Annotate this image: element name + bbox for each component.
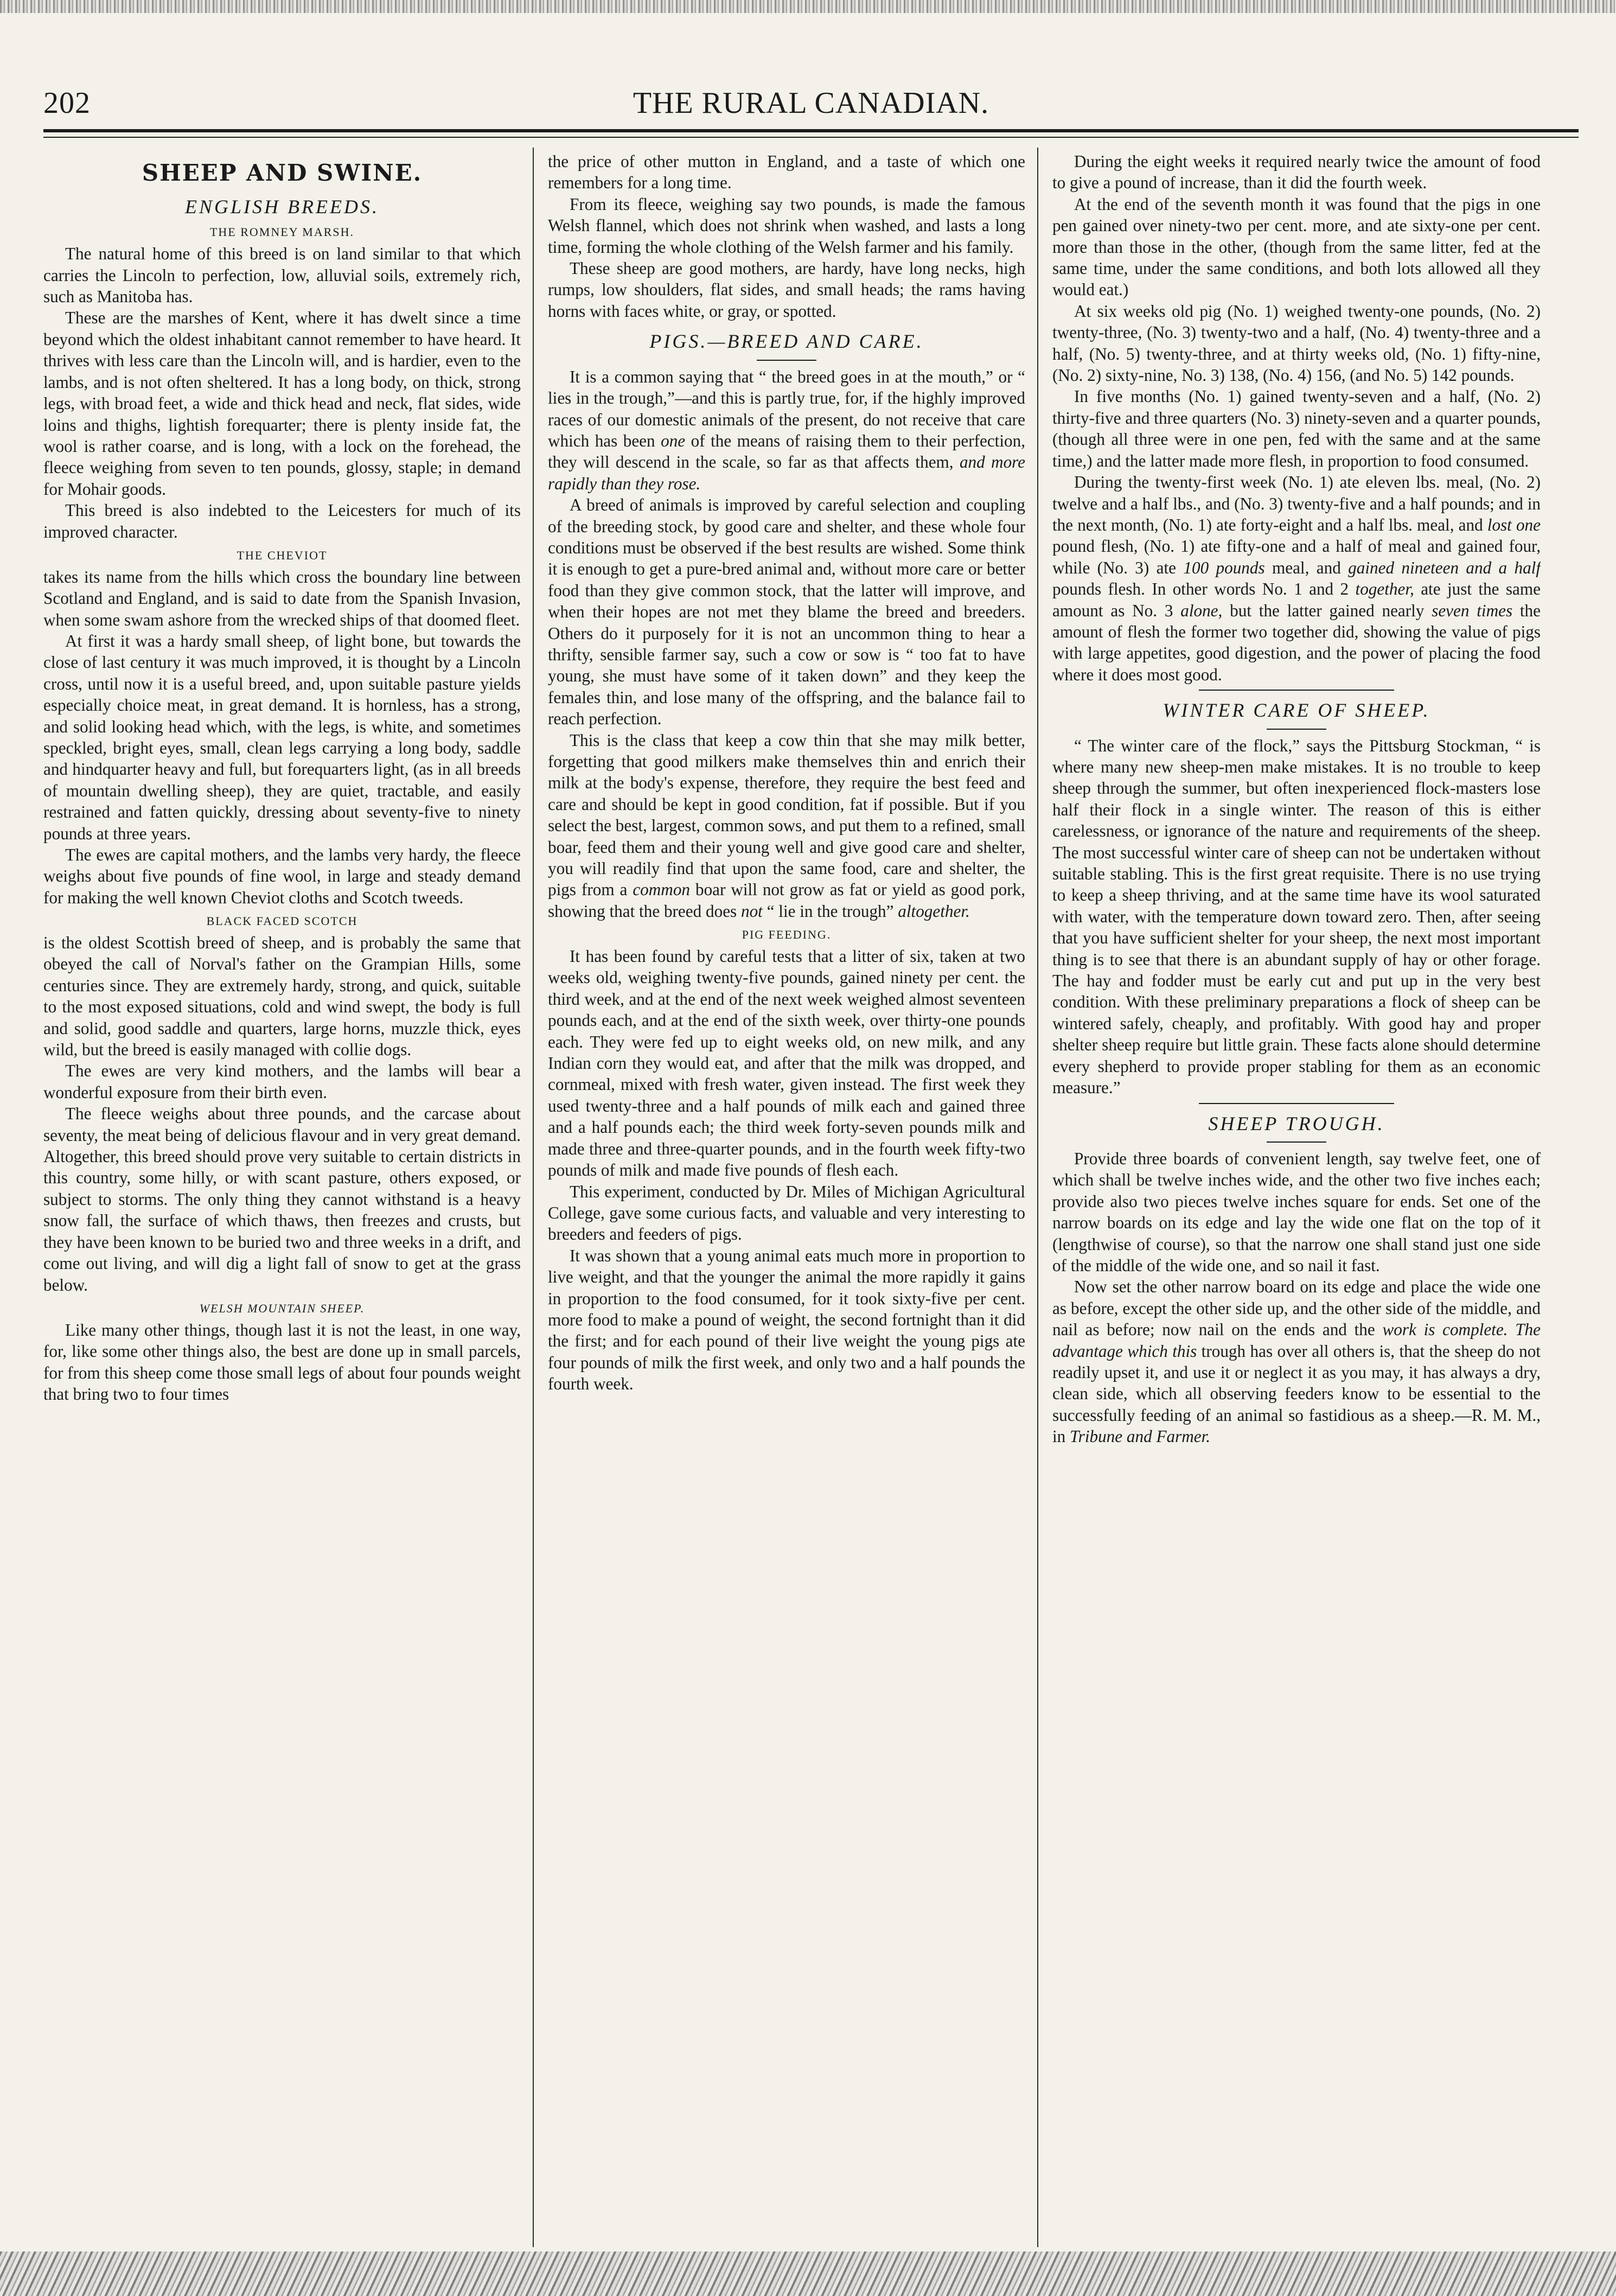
article-rule — [1199, 690, 1394, 691]
scan-edge-bottom — [0, 2252, 1616, 2296]
column-divider — [533, 148, 534, 2247]
title-rule — [1267, 1141, 1326, 1143]
masthead: THE RURAL CANADIAN. — [633, 86, 989, 120]
paragraph: At six weeks old pig (No. 1) weighed twenty-one pounds, (No. 2) twenty-three, (No. 3) twenty-two and a half, (No. 4) twenty-three and a half, (No. 5) twenty-three, and at thirty weeks old, (No. 1) fifty-nine, (No. 2) sixty-nine, No. 3) 138, (No. 4) 156, (and No. 5) 142 pounds. — [1052, 301, 1541, 385]
paragraph: From its fleece, weighing say two pounds, is made the famous Welsh flannel, which does not shrink when washed, and lasts a long time, forming the whole clothing of the Welsh farmer and his family. — [548, 194, 1025, 257]
subheading-cheviot: THE CHEVIOT — [237, 548, 328, 562]
paragraph: This breed is also indebted to the Leicesters for much of its improved character. — [43, 501, 521, 541]
header-rule-thick — [43, 129, 1579, 132]
subheading-welsh: WELSH MOUNTAIN SHEEP. — [199, 1301, 365, 1315]
paragraph: These are the marshes of Kent, where it has dwelt since a time beyond which the oldest inhabitant cannot remember to have heard. It thrives with less care than the Lincoln will, and is hardier, even to the lambs, and is not often sheltered. It has a long body, on thick, strong legs, with broad feet, a wide and thick head and neck, flat sides, wide loins and thighs, lightish forequarter; there is plenty inside fat, the wool is rather coarse, and is long, with a lock on the forehead, the fleece weighing from seven to ten pounds, glossy, staple; in demand for Mohair goods. — [43, 308, 521, 499]
paragraph: is the oldest Scottish breed of sheep, and is probably the same that obeyed the call of Norval's father on the Grampian Hills, some centuries since. They are extremely hardy, strong, and quick, suitable to the most exposed situations, cold and wind swept, the body is full and solid, good saddle and quarters, large horns, muzzle thick, eyes wild, but the breed is easily managed with collie dogs. — [43, 933, 521, 1060]
column-3 — [1052, 151, 1541, 2245]
column-1 — [43, 151, 521, 2245]
paragraph: “ The winter care of the flock,” says the Pittsburg Stockman, “ is where many new sheep-men make mistakes. It is no trouble to keep sheep through the summer, but often inexperienced flock-masters lose half their flock in a single winter. The reason of this is either carelessness, or ignorance of the nature and requirements of the sheep. The most successful winter care of sheep can not be undertaken without suitable stabling. This is the first great requisite. There is no use trying to keep a sheep thriving, and at the same time have its wool saturated with water, with the temperature down toward zero. Then, after seeing that you have sufficient shelter for your sheep, the next most important thing is to see that there is an abundant supply of hay or other forage. The hay and fodder must be early cut and put up in the very best condition. With these preliminary preparations a flock of sheep can be wintered safely, cheaply, and profitably. With good hay and proper shelter sheep require but little grain. These facts alone should determine every shepherd to provide proper stabling for them as an economic measure.” — [1052, 736, 1541, 1098]
article-title: WINTER CARE OF SHEEP. — [1163, 699, 1430, 722]
column-2 — [548, 151, 1025, 2245]
paragraph: The ewes are capital mothers, and the lambs very hardy, the fleece weighs about five pounds of fine wool, in large and steady demand for making the well known Cheviot cloths and Scotch tweeds. — [43, 845, 521, 907]
paragraph: Like many other things, though last it is not the least, in one way, for, like some other things also, the best are done up in small parcels, for from this sheep come those small legs of about four pounds weight that bring two to four times — [43, 1320, 521, 1404]
page-number: 202 — [43, 86, 91, 120]
paragraph: takes its name from the hills which cross the boundary line between Scotland and England, and is said to date from the Spanish Invasion, when some swam ashore from the wrecked ships of that doomed fleet. — [43, 567, 521, 629]
article-title: SHEEP TROUGH. — [1208, 1112, 1385, 1134]
scan-edge-top — [0, 0, 1616, 13]
paragraph: Now set the other narrow board on its edge and place the wide one as before, except the other side up, and the other side of the middle, and nail as before; now nail on the ends and the work is complete. The advantage which this trough has over all others is, that the sheep do not readily upset it, and use it or neglect it as you may, it has always a dry, clean side, which all observing feeders know to be essential to the successfully feeding of an animal so fastidious as a sheep.—R. M. M., in Tribune and Farmer. — [1052, 1277, 1541, 1446]
subheading-romney: THE ROMNEY MARSH. — [209, 225, 355, 239]
paragraph: A breed of animals is improved by careful selection and coupling of the breeding stock, by good care and shelter, and these whole four conditions must be observed if the best results are wished. Some think it is enough to get a pure-bred animal and, without more care or better food than they give common stock, that the latter will improve, and when their hopes are not met they blame the breed and breeders. Others do it purposely for it is not an uncommon thing to hear a thrifty, sensible farmer say, such a cow or sow is “ too fat to have young, she must have some of it taken down” and they keep the females thin, and lose many of the offspring, and the balance fail to reach perfection. — [548, 495, 1025, 729]
section-heading: SHEEP AND SWINE. — [142, 160, 423, 186]
paragraph: During the twenty-first week (No. 1) ate eleven lbs. meal, (No. 2) twelve and a half lbs., and (No. 3) twenty-five and a half pounds; and in the next month, (No. 1) ate forty-eight and a half lbs. meal, and lost one pound flesh, (No. 1) ate fifty-one and a half of meal and gained four, while (No. 3) ate 100 pounds meal, and gained nineteen and a half pounds flesh. In other words No. 1 and 2 together, ate just the same amount as No. 3 alone, but the latter gained nearly seven times the amount of flesh the former two together did, showing the value of pigs with large appetites, good digestion, and the power of placing the food where it does most good. — [1052, 473, 1541, 684]
paragraph: It has been found by careful tests that a litter of six, taken at two weeks old, weighing twenty-five pounds, gained ninety per cent. the third week, and at the end of the next week weighed almost seventeen pounds each, and at the end of the sixth week, over thirty-one pounds each. They were fed up to eight weeks old, on new milk, and any Indian corn they would eat, and after that the milk was dropped, and cornmeal, mixed with fresh water, given instead. The first week they used twenty-three and a half pounds of milk each and gained three and a half pounds each; the third week forty-seven pounds milk and made three and three-quarter pounds, and in the fourth week fifty-two pounds of milk and made five pounds of flesh each. — [548, 947, 1025, 1180]
column-divider — [1037, 148, 1038, 2247]
paragraph: In five months (No. 1) gained twenty-seven and a half, (No. 2) thirty-five and three quarters (No. 3) ninety-seven and a quarter pounds, (though all three were in one pen, fed with the same and at the same time,) and the latter made more flesh, in proportion to food consumed. — [1052, 387, 1541, 470]
paragraph: At first it was a hardy small sheep, of light bone, but towards the close of last century it was much improved, it is thought by a Lincoln cross, until now it is a useful breed, and, upon suitable pasture yields especially choice meat, in great demand. It is hornless, has a strong, and solid looking head which, with the legs, is white, and sometimes speckled, bright eyes, small, clean legs carrying a long body, saddle and hindquarter heavy and full, but forequarters light, (as in all breeds of mountain dwelling sheep), they are quiet, tractable, and easily restrained and fatten quickly, dressing about seventy-five to ninety pounds at three years. — [43, 631, 521, 843]
paragraph: It was shown that a young animal eats much more in proportion to live weight, and that the younger the animal the more rapidly it gains in proportion to the food consumed, for it took sixty-five per cent. more food to make a pound of weight, the second fortnight than it did the first; and for each pound of their live weight the young pigs ate four pounds of milk the first week, and only two and a half pounds the fourth week. — [548, 1246, 1025, 1394]
paragraph: These sheep are good mothers, are hardy, have long necks, high rumps, low shoulders, flat sides, and small heads; the rams having horns with faces white, or gray, or spotted. — [548, 259, 1025, 321]
title-rule — [757, 360, 816, 361]
paragraph: This experiment, conducted by Dr. Miles of Michigan Agricultural College, gave some curious facts, and valuable and very interesting to breeders and feeders of pigs. — [548, 1182, 1025, 1244]
title-rule — [1267, 729, 1326, 730]
article-rule — [1199, 1103, 1394, 1104]
article-title: ENGLISH BREEDS. — [185, 196, 379, 218]
paragraph: The natural home of this breed is on land similar to that which carries the Lincoln to perfection, low, alluvial soils, extremely rich, such as Manitoba has. — [43, 244, 521, 307]
paragraph: the price of other mutton in England, and a taste of which one remembers for a long time. — [548, 152, 1025, 193]
paragraph: It is a common saying that “ the breed goes in at the mouth,” or “ lies in the trough,”—and this is partly true, for, if the highly improved races of our domestic animals of the present, do not receive that care which has been one of the means of raising them to their perfection, they will descend in the scale, so far as that affects them, and more rapidly than they rose. — [548, 367, 1025, 493]
page-header — [43, 81, 1579, 125]
subheading-pig-feeding: PIG FEEDING. — [742, 928, 832, 942]
paragraph: The fleece weighs about three pounds, and the carcase about seventy, the meat being of delicious flavour and in very great demand. Altogether, this breed should prove very suitable to certain districts in this country, some hilly, or with scant pasture, others exposed, or subject to storms. The only thing they cannot withstand is a heavy snow fall, the surface of which thaws, then freezes and crusts, but they have been known to be buried two and three weeks in a drift, and come out living, and will dig a light fall of snow to get at the grass below. — [43, 1104, 521, 1294]
paragraph: At the end of the seventh month it was found that the pigs in one pen gained over ninety-two per cent. more, and ate sixty-one per cent. more than those in the other, (though from the same litter, fed at the same time, under the same conditions, and both lots allowed all they would eat.) — [1052, 194, 1541, 299]
header-rule-thin — [43, 137, 1579, 138]
paragraph: During the eight weeks it required nearly twice the amount of food to give a pound of increase, than it did the fourth week. — [1052, 152, 1541, 193]
article-title: PIGS.—BREED AND CARE. — [649, 330, 924, 353]
subheading-black-faced: BLACK FACED SCOTCH — [206, 914, 358, 928]
paragraph: Provide three boards of convenient length, say twelve feet, one of which shall be twelve inches wide, and the other two five inches each; provide also two pieces twelve inches square for ends. Set one of the narrow boards on its edge and lay the wide one flat on the top of it (lengthwise of course), so that the narrow one shall stand just one side of the middle of the wide one, and so nail it fast. — [1052, 1149, 1541, 1275]
paragraph: The ewes are very kind mothers, and the lambs will bear a wonderful exposure from their birth even. — [43, 1061, 521, 1102]
paragraph: This is the class that keep a cow thin that she may milk better, forgetting that good milkers make themselves thin and enrich their milk at the body's expense, therefore, they require the best feed and care and should be kept in good condition, fat if possible. But if you select the best, largest, common sows, and put them to a refined, small boar, feed them and their young well and give good care and shelter, you will readily find that upon the same food, care and shelter, the pigs from a common boar will not grow as fat or yield as good pork, showing that the breed does not “ lie in the trough” altogether. — [548, 730, 1025, 921]
